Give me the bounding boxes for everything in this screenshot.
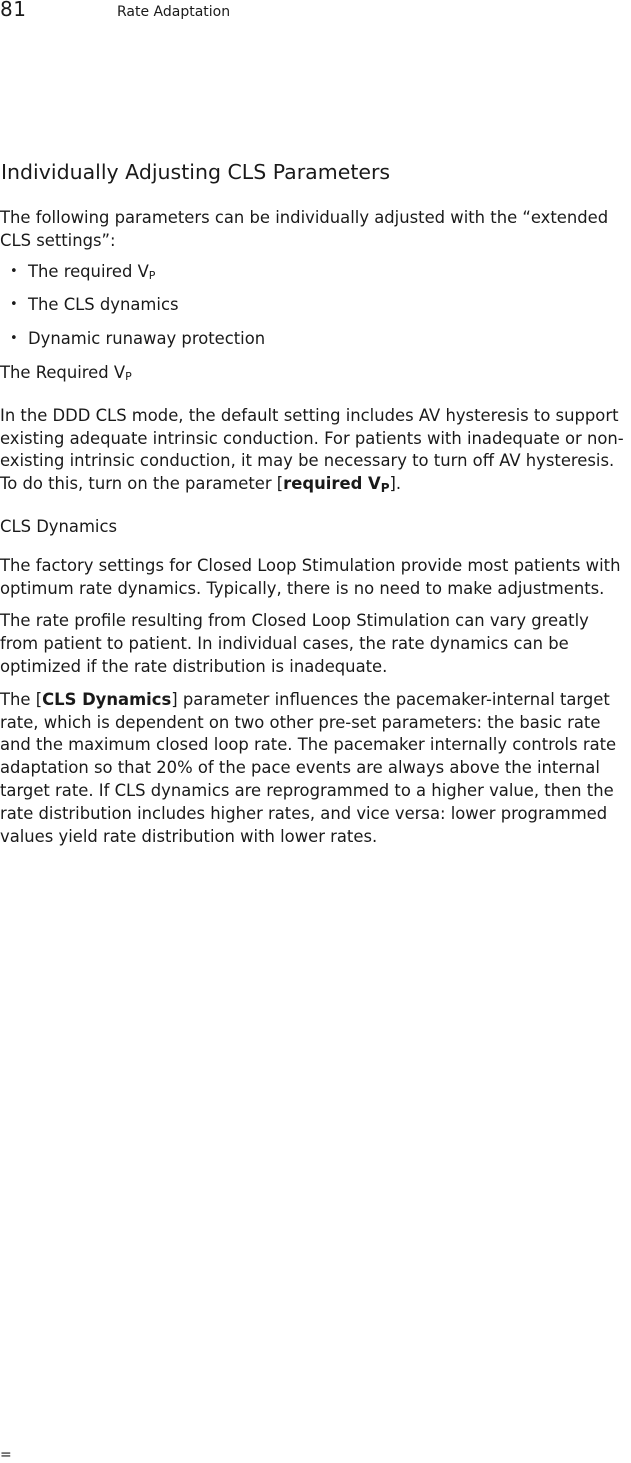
required-vp-heading bbox=[0, 362, 631, 389]
footer-mark: = bbox=[0, 1447, 12, 1463]
cls-dynamics-heading: CLS Dynamics bbox=[0, 516, 118, 536]
cls-dynamics-paragraph-3 bbox=[0, 689, 631, 849]
list-item bbox=[0, 261, 631, 284]
paragraph-text: In the DDD CLS mode, the default setting includes AV hysteresis to support existing adequate intrinsic conduction. For patients with inadequate or non-existing intrinsic conduction, it may be necessary to turn off AV hysteresis. To do this, turn on the parameter [ bbox=[0, 405, 624, 494]
bullet-icon: • bbox=[10, 297, 18, 313]
list-item-text: The required V bbox=[28, 261, 149, 281]
list-item-text: Dynamic runaway protection bbox=[28, 329, 266, 349]
paragraph-text-end: ] parameter influences the pacemaker-internal target rate, which is dependent on two other pre-set parameters: the basic rate and the maximum closed loop rate. The pacemaker internally controls rate adaptation so that 20% of the pace events are always above the internal target rate. If CLS dynamics are reprogrammed to a higher value, then the rate distribution includes higher rates, and vice versa: lower programmed values yield rate distribution with lower rates. bbox=[0, 689, 617, 846]
section-title: Individually Adjusting CLS Parameters bbox=[1, 160, 391, 184]
paragraph-text-end: ]. bbox=[389, 474, 402, 494]
list-item-subscript: P bbox=[148, 268, 156, 282]
list-item bbox=[0, 328, 631, 351]
parameter-subscript: P bbox=[380, 481, 390, 496]
cls-dynamics-paragraph-2: The rate profile resulting from Closed Loop Stimulation can vary greatly from patient to patient. In individual cases, the rate dynamics can be optimized if the rate distribution is inadequate. bbox=[0, 611, 589, 676]
parameter-name: required V bbox=[283, 474, 381, 494]
heading-text: The Required V bbox=[0, 362, 126, 382]
list-item-text: The CLS dynamics bbox=[28, 295, 179, 315]
paragraph-text: The [ bbox=[0, 689, 43, 709]
heading-subscript: P bbox=[125, 369, 132, 383]
parameter-name: CLS Dynamics bbox=[42, 689, 172, 709]
bullet-icon: • bbox=[10, 263, 18, 279]
list-item bbox=[0, 294, 631, 317]
running-header: Rate Adaptation bbox=[117, 4, 231, 20]
intro-paragraph: The following parameters can be individually adjusted with the “extended CLS settings”: bbox=[0, 208, 609, 250]
document-body bbox=[0, 207, 631, 848]
cls-dynamics-paragraph-1: The factory settings for Closed Loop Stimulation provide most patients with optimum rate dynamics. Typically, there is no need to make adjustments. bbox=[0, 555, 621, 598]
bullet-icon: • bbox=[10, 331, 18, 347]
parameter-list bbox=[0, 261, 631, 351]
required-vp-paragraph bbox=[0, 405, 631, 500]
page-number: 81 bbox=[0, 0, 27, 21]
